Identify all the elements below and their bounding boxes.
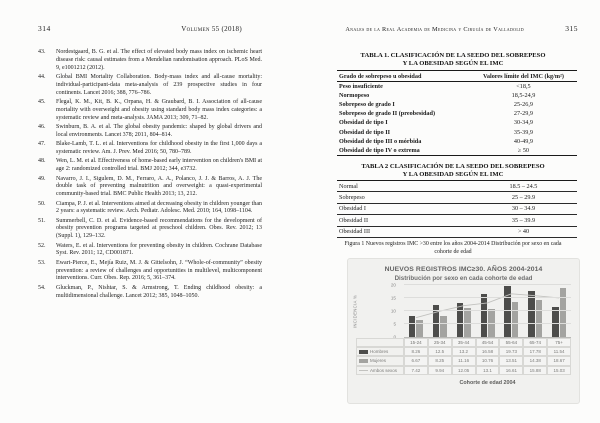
table-cell-label: Sobrepeso [339, 194, 365, 202]
table-cell-label: Obesidad III [339, 228, 371, 236]
bar-group [499, 285, 523, 337]
grid-line [404, 323, 571, 324]
data-value: 17.78 [523, 347, 547, 356]
table2-title-line1: TABLA 2 CLASIFICACIÓN DE LA SEEDO DEL SOBREPESO [361, 163, 545, 170]
table-row [337, 82, 577, 91]
y-tick-label: 20 [390, 282, 396, 288]
table-cell-label: Peso insuficiente [339, 83, 383, 91]
chart-bar-groups [404, 285, 571, 337]
chart-data-table [356, 338, 571, 375]
data-value: 14.38 [523, 356, 547, 365]
bar-mujeres [416, 320, 423, 337]
reference-number: 45. [38, 98, 46, 105]
table2 [337, 180, 577, 238]
table-cell-value: 30 – 34.9 [511, 205, 536, 213]
data-value: 11.54 [547, 347, 571, 356]
table1-body [337, 82, 577, 155]
data-value: 19.73 [499, 347, 523, 356]
bar-hombres [433, 305, 440, 338]
table1-col-label: Grado de sobrepeso u obesidad [339, 72, 422, 80]
y-tick-label: 5 [393, 321, 396, 327]
left-page-header [38, 24, 242, 33]
bar-mujeres [440, 316, 447, 337]
table1-title-line1: TABLA 1. CLASIFICACIÓN DE LA SEEDO DEL SOBREPESO [360, 52, 546, 59]
legend-item-ambos-sexos [356, 366, 404, 375]
data-value: 15.88 [523, 366, 547, 375]
reference-item [38, 74, 262, 97]
table-row [337, 215, 577, 226]
chart-subtitle: Distribución por sexo en cada cohorte de edad [394, 275, 533, 282]
data-value: 13.1 [476, 366, 500, 375]
table-row [337, 146, 577, 155]
reference-number: 52. [38, 242, 46, 249]
legend-label: Hombres [370, 349, 389, 355]
bar-hombres [504, 286, 511, 337]
table-row [337, 127, 577, 136]
reference-text: Wen, L. M. et al. Effectiveness of home-based early intervention on children's BMI at age 2: randomized controlled trial. BMJ 2012; 344, e3732. [56, 158, 262, 173]
table2-title-line2: Y LA OBESIDAD SEGÚN EL IMC [402, 171, 504, 179]
reference-number: 54. [38, 284, 46, 291]
bar-mujeres [512, 302, 519, 337]
table-cell-value: 25-26,9 [513, 101, 533, 109]
table-cell-value: > 40 [517, 228, 530, 236]
right-running-head: Anales de la Real Academia de Medicina y Cirugía de Valladolid [345, 26, 524, 33]
table-cell-label: Obesidad de tipo I [339, 119, 388, 127]
reference-number: 48. [38, 158, 46, 165]
table1-title [330, 52, 576, 68]
reference-text: Gluckman, P., Nishtar, S. & Armstrong, T. Ending childhood obesity: a multidimensional challenge. Lancet 2012; 385, 1048–1050. [56, 284, 262, 299]
data-value: 8.26 [404, 347, 428, 356]
reference-text: Ciampa, P. J. et al. Interventions aimed at decreasing obesity in children younger than 2 years: a systematic review. Arch. Pediatr. Adolesc. Med. 2010; 164, 1098–1104. [56, 200, 262, 215]
figure-caption-line1: Figura 1 Nuevos registros IMC >30 entre los años 2004-2014 Distribución por sexo en cada [344, 241, 562, 247]
reference-item [38, 176, 262, 199]
left-running-head: Volumen 55 (2018) [181, 25, 242, 33]
reference-item [38, 49, 262, 72]
data-value: 18.67 [547, 356, 571, 365]
table-cell-value: 25 – 29.9 [511, 194, 536, 202]
grid-line [404, 297, 571, 298]
table-row [337, 91, 577, 100]
data-value: 8.25 [428, 356, 452, 365]
right-page-header [312, 24, 578, 33]
reference-number: 43. [38, 49, 46, 55]
reference-number: 44. [38, 73, 46, 80]
bar-group [523, 285, 547, 337]
table1-header-row [337, 71, 577, 82]
table-row [337, 118, 577, 127]
chart-title: NUEVOS REGISTROS IMC≥30. AÑOS 2004-2014 [384, 266, 543, 273]
y-tick-label: 15 [390, 295, 396, 301]
category-label: 25-34 [428, 338, 452, 347]
bar-swatch-icon [359, 350, 368, 354]
table-cell-value: 35 – 39.9 [511, 216, 536, 224]
right-page-number: 315 [565, 24, 578, 33]
reference-text: Ewart-Pierce, E., Mejía Ruiz, M. J. & Gittelsohn, J. “Whole-of-community” obesity prevention: a review of challenges and opportunities in multilevel, multicomponent interventions. Curr. Obes. Rep. 2016; 5, 361–374. [56, 259, 262, 282]
table-cell-label: Obesidad de tipo II [339, 128, 391, 136]
reference-text: Waters, E. et al. Interventions for preventing obesity in children. Cochrane Database Syst. Rev. 2011; 12, CD001871. [56, 242, 262, 257]
data-value: 16.61 [499, 366, 523, 375]
table-cell-label: Normal [339, 182, 358, 190]
table-row [337, 192, 577, 203]
table-cell-label: Obesidad II [339, 216, 369, 224]
chart-plot-area [404, 285, 571, 338]
data-value: 15.03 [547, 366, 571, 375]
y-tick-label: 0 [393, 334, 396, 340]
category-label: 55-64 [499, 338, 523, 347]
table-cell-value: 27-29,9 [513, 110, 533, 118]
reference-item [38, 201, 262, 217]
table-cell-value: 18,5-24,9 [511, 92, 536, 100]
bar-hombres [481, 294, 488, 337]
legend-label: Mujeres [370, 358, 387, 364]
reference-text: Navarro, J. I., Sigulem, D. M., Ferraro, A. A., Polanco, J. J. & Barros, A. J. The double task of preventing malnutrition and overweight: a quasi-experimental community-based trial. BMC Public Health 2013; 13, 212. [56, 175, 262, 198]
data-value: 7.42 [404, 366, 428, 375]
reference-text: Flegal, K. M., Kit, B. K., Orpana, H. & Graubard, B. I. Association of all-cause mortality with overweight and obesity using standard body mass index categories: a systematic review and meta-analysis. JAMA 2013; 309, 71–82. [56, 98, 262, 121]
reference-text: Summerbell, C. D. et al. Evidence-based recommendations for the development of obesity prevention programs targeted at preschool children. Obes. Rev. 2012; 13 (Suppl. 1), 129–132. [56, 217, 262, 240]
table-cell-value: 35-39,9 [513, 128, 533, 136]
line-swatch-icon [359, 370, 368, 371]
bar-mujeres [536, 300, 543, 337]
data-value: 12.5 [428, 347, 452, 356]
figure-caption-line2: cohorte de edad [434, 248, 472, 255]
reference-item [38, 158, 262, 174]
bar-group [404, 285, 428, 337]
reference-item [38, 141, 262, 157]
figure-caption [330, 241, 576, 257]
bar-swatch-icon [359, 359, 368, 363]
reference-item [38, 285, 262, 301]
reference-number: 53. [38, 259, 46, 266]
table1-title-line2: Y LA OBESIDAD SEGÚN EL IMC [402, 60, 504, 68]
table-cell-value: <18,5 [516, 83, 531, 91]
category-label: 15-24 [404, 338, 428, 347]
reference-number: 49. [38, 175, 46, 182]
figure1-chart [347, 258, 580, 404]
grid-line [404, 284, 571, 285]
data-value: 10.76 [476, 356, 500, 365]
reference-item [38, 243, 262, 259]
reference-item [38, 260, 262, 283]
grid-line [404, 310, 571, 311]
y-tick-label: 10 [390, 308, 396, 314]
category-label: 75+ [547, 338, 571, 347]
table-cell-value: 30-34,9 [513, 119, 533, 127]
data-value: 13.51 [499, 356, 523, 365]
reference-text: Swinburn, B. A. et al. The global obesity pandemic: shaped by global drivers and local environments. Lancet 378; 2011, 804–814. [56, 123, 262, 138]
table-cell-label: Obesidad de tipo III o mórbida [339, 137, 422, 145]
chart-x-axis-label: Cohorte de edad 2004 [459, 380, 516, 386]
bar-hombres [457, 303, 464, 337]
table-cell-value: 40-49,9 [513, 137, 533, 145]
data-value: 11.16 [452, 356, 476, 365]
bar-group [476, 285, 500, 337]
left-page-number: 314 [38, 24, 51, 33]
bar-group [452, 285, 476, 337]
reference-item [38, 218, 262, 241]
table-row [337, 227, 577, 238]
table-cell-label: Obesidad de tipo IV o extrema [339, 146, 420, 154]
table2-title [330, 163, 576, 179]
reference-item [38, 124, 262, 140]
category-label: 45-54 [476, 338, 500, 347]
chart-y-axis-label: INCIDENCIA % [352, 294, 358, 329]
data-value: 12.05 [452, 366, 476, 375]
data-value: 6.67 [404, 356, 428, 365]
reference-number: 50. [38, 200, 46, 207]
table-row [337, 181, 577, 192]
bar-mujeres [560, 288, 567, 337]
table-cell-value: ≥ 50 [517, 146, 530, 154]
table-cell-label: Sobrepeso de grado II (preobesidad) [339, 110, 436, 118]
chart-y-ticks [378, 282, 398, 340]
bar-hombres [552, 307, 559, 337]
category-label: 35-44 [452, 338, 476, 347]
reference-number: 46. [38, 123, 46, 130]
data-value: 16.58 [476, 347, 500, 356]
data-value: 9.94 [428, 366, 452, 375]
reference-text: Blake-Lamb, T. L. et al. Interventions for childhood obesity in the first 1,000 days a systematic review. Am. J. Prev. Med 2016; 50, 780–789. [56, 141, 262, 155]
table1 [337, 70, 577, 156]
data-value: 13.2 [452, 347, 476, 356]
table-row [337, 100, 577, 109]
category-label: 65-74 [523, 338, 547, 347]
table-row [337, 137, 577, 146]
table1-col-value: Valores límite del IMC (kg/m²) [482, 72, 564, 80]
table-cell-label: Sobrepeso de grado I [339, 101, 395, 109]
table-row [337, 204, 577, 215]
table-cell-label: Obesidad I [339, 205, 366, 213]
reference-item [38, 99, 262, 122]
table-cell-label: Normopeso [339, 92, 370, 100]
bar-hombres [409, 316, 416, 337]
legend-corner-cell [356, 338, 404, 347]
reference-number: 51. [38, 217, 46, 224]
reference-text: Nordestgaard, B. G. et al. The effect of elevated body mass index on ischemic heart disease risk: causal estimates from a Mendelian randomisation approach. PLoS Med. 9, e1001212 (2012). [56, 49, 262, 71]
legend-item-hombres [356, 347, 404, 356]
reference-number: 47. [38, 141, 46, 148]
legend-label: Ambos sexos [370, 367, 398, 373]
bar-group [547, 285, 571, 337]
bar-group [428, 285, 452, 337]
table-cell-value: 18.5 – 24.5 [509, 182, 538, 190]
references-list [38, 49, 262, 302]
legend-item-mujeres [356, 356, 404, 365]
reference-text: Global BMI Mortality Collaboration. Body-mass index and all-cause mortality: individual-participant-data meta-analysis of 239 prospective studies in four continents. Lancet 2016; 388, 776–786. [56, 73, 262, 96]
table-row [337, 109, 577, 118]
